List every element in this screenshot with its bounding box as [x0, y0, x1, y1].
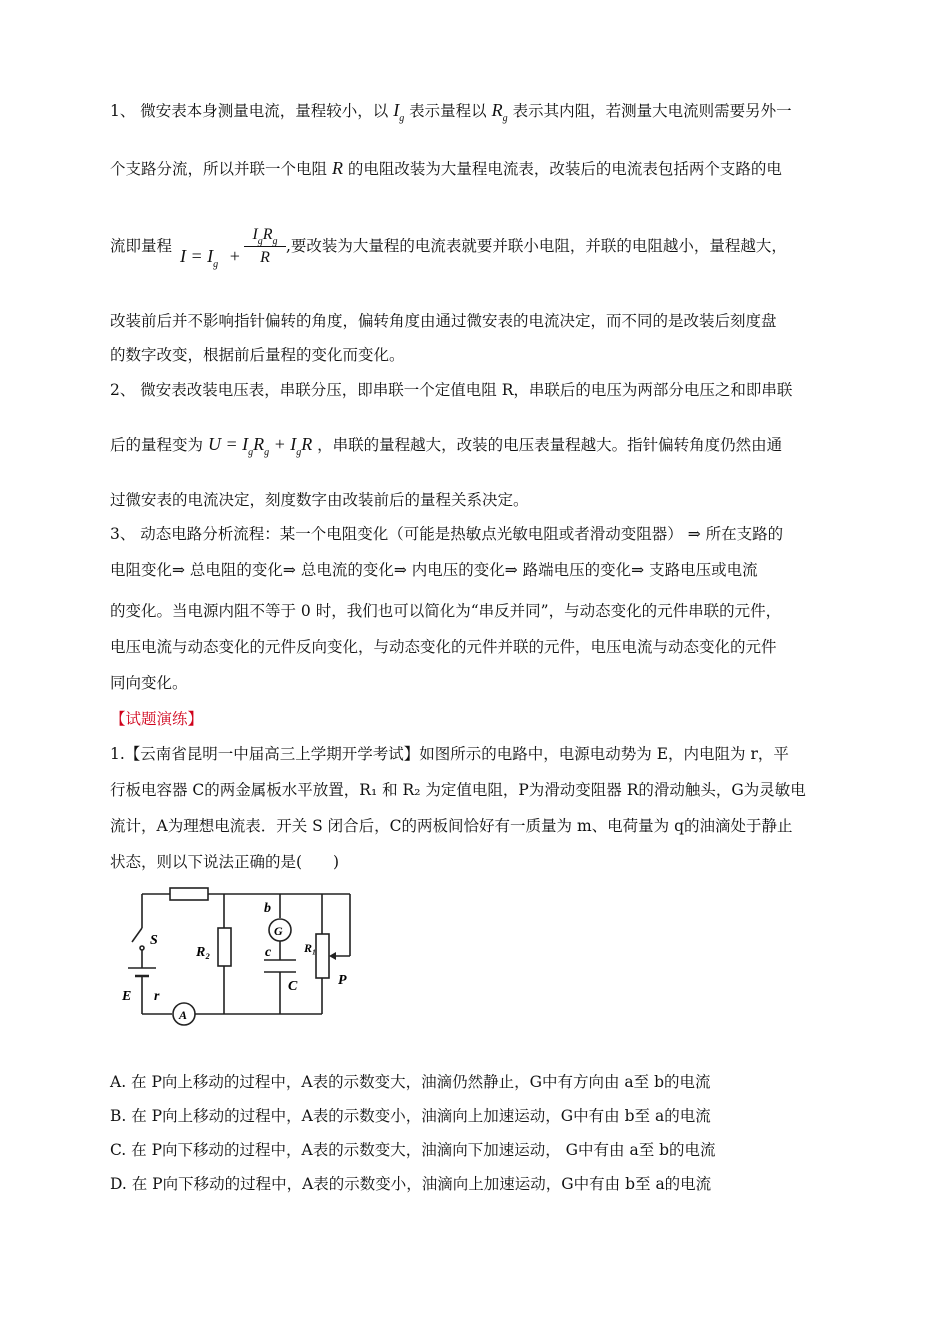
text: B. 在 P向上移动的过程中，A表的示数变小，油滴向上加速运动，G中有由 b至 a的电流: [110, 1107, 711, 1125]
q1-line2: [110, 780, 806, 800]
label-r1: R₁: [304, 941, 317, 955]
numerator-I: I: [252, 226, 258, 243]
p3-line4: [110, 637, 777, 657]
text: A. 在 P向上移动的过程中，A表的示数变大，油滴仍然静止，G中有方向由 a至 b的电流: [110, 1073, 711, 1091]
math-subscript: g: [502, 113, 508, 124]
text: ，串联的量程越大，改装的电压表量程越大。指针偏转角度仍然由通: [317, 436, 783, 454]
label-g: G: [274, 924, 283, 938]
option-c: [110, 1140, 716, 1160]
math-Ig: [393, 100, 405, 124]
text: 状态，则以下说法正确的是( ): [110, 853, 340, 871]
slider-arrow-icon: [329, 952, 336, 960]
denominator: R: [260, 249, 270, 266]
text: D. 在 P向下移动的过程中，A表的示数变小，油滴向上加速运动，G中有由 b至 a的电流: [110, 1175, 712, 1193]
formula-lhs: I = I: [180, 246, 214, 266]
text: 同向变化。: [110, 674, 188, 692]
text: 电压电流与动态变化的元件反向变化，与动态变化的元件并联的元件，电压电流与动态变化的元件: [110, 638, 777, 656]
text: 行板电容器 C的两金属板水平放置，R₁ 和 R₂ 为定值电阻，P为滑动变阻器 R的滑动触头，G为灵敏电: [110, 781, 806, 799]
formula-plus: +: [228, 246, 241, 266]
p2-line2: [110, 434, 782, 458]
p1-line4: [110, 311, 777, 331]
p3-line1: [110, 524, 783, 544]
formula-plus: + I: [273, 434, 297, 454]
text: 过微安表的电流决定，刻度数字由改装前后的量程关系决定。: [110, 491, 529, 509]
label-p: P: [338, 973, 347, 988]
p1-line3: [110, 236, 172, 256]
p3-line2: [110, 560, 758, 580]
label-b: b: [264, 901, 271, 916]
formula-lhs: U = I: [207, 434, 249, 454]
text: 表示其内阻，若测量大电流则需要另外一: [512, 102, 792, 120]
p2-line3: [110, 490, 529, 510]
q1-line4: [110, 852, 339, 872]
text: 流即量程: [110, 237, 173, 255]
p3-line5: [110, 673, 188, 693]
resistor-r2: [218, 928, 231, 966]
math-symbol: R: [491, 100, 503, 120]
math-Rg: [491, 100, 508, 124]
p1-line3-tail: [286, 236, 787, 256]
p1-line2: [110, 158, 782, 179]
q1-line1: [110, 744, 789, 764]
label-a: A: [179, 1008, 188, 1022]
text: 个支路分流，所以并联一个电阻: [110, 160, 328, 178]
text: 流计，A为理想电流表．开关 S 闭合后，C的两板间恰好有一质量为 m、电荷量为 q的油滴处于静止: [110, 817, 793, 835]
label-r2: R₂: [196, 945, 211, 960]
text: 1、 微安表本身测量电流，量程较小，以: [110, 102, 389, 120]
switch-s: [132, 928, 142, 942]
formula-voltage: $U = I_gR_g + I_gR$: [207, 434, 313, 458]
text: 2、 微安表改装电压表，串联分压，即串联一个定值电阻 R，串联后的电压为两部分电压之和即串联: [110, 381, 793, 399]
circuit-diagram: [110, 880, 370, 1040]
text: 改装前后并不影响指针偏转的角度，偏转角度由通过微安表的电流决定，而不同的是改装后刻度盘: [110, 312, 777, 330]
text: 的变化。当电源内阻不等于 0 时，我们也可以简化为“串反并同”，与动态变化的元件串联的元件，: [110, 602, 782, 620]
formula-current: $I = I_g$ +: [180, 246, 241, 270]
text: C. 在 P向下移动的过程中，A表的示数变大，油滴向下加速运动， G中有由 a至 b的电流: [110, 1141, 716, 1159]
p2-line1: [110, 380, 792, 400]
p1-line5: [110, 345, 405, 365]
text: ,要改装为大量程的电流表就要并联小电阻，并联的电阻越小，量程越大，: [286, 237, 787, 255]
label-r: r: [154, 989, 160, 1004]
text: 表示量程以: [409, 102, 487, 120]
numerator-R: R: [262, 226, 273, 243]
rheostat-r1: [316, 934, 329, 978]
math-R: R: [331, 158, 343, 178]
text: 3、 动态电路分析流程：某一个电阻变化（可能是热敏点光敏电阻或者滑动变阻器） ⇒ 所在支路的: [110, 525, 784, 543]
text: 的电阻改装为大量程电流表，改装后的电流表包括两个支路的电: [347, 160, 782, 178]
q1-line3: [110, 816, 793, 836]
text: 1.【云南省昆明一中届高三上学期开学考试】如图所示的电路中，电源电动势为 E，内电阻为 r，平: [110, 745, 789, 763]
label-c-small: c: [265, 945, 272, 960]
math-subscript: g: [399, 113, 405, 124]
p3-line3: [110, 601, 781, 621]
option-a: [110, 1072, 711, 1092]
resistor-r1-top: [170, 888, 208, 900]
label-e: E: [122, 989, 132, 1004]
p1-line1: [110, 100, 792, 124]
option-b: [110, 1106, 711, 1126]
text: 后的量程变为: [110, 436, 204, 454]
option-d: [110, 1174, 711, 1194]
formula-fraction: $I_gR_g$ R: [244, 226, 286, 267]
label-s: S: [150, 933, 158, 948]
label-capacitor: C: [288, 979, 298, 994]
math-symbol: I: [393, 100, 400, 120]
text: 电阻变化⇒ 总电阻的变化⇒ 总电流的变化⇒ 内电压的变化⇒ 路端电压的变化⇒ 支路电压或电流: [110, 561, 758, 579]
section-heading: 【试题演练】: [110, 710, 204, 728]
formula-R: R: [301, 434, 313, 454]
text: 的数字改变，根据前后量程的变化而变化。: [110, 346, 405, 364]
